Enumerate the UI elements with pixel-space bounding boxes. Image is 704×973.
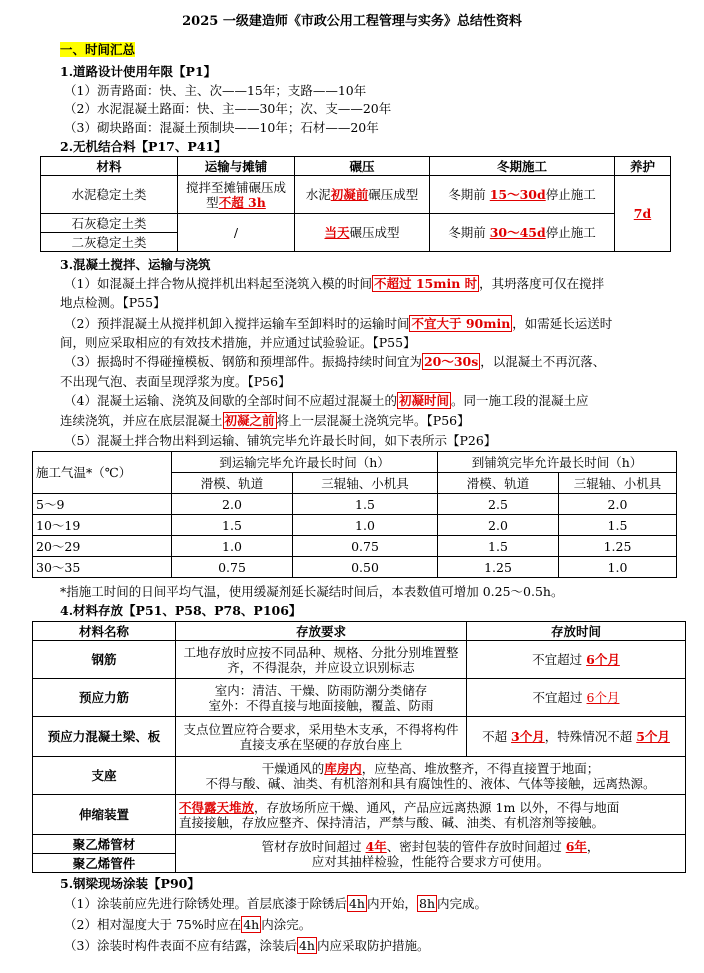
section-time-summary-label: 一、时间汇总 [60, 42, 136, 57]
table-cell: 0.75 [172, 557, 293, 578]
table-cell: 1.5 [172, 515, 293, 536]
table-cell: 石灰稳定土类 [41, 214, 178, 233]
concrete-para: 连续浇筑，并应在底层混凝土 初凝之前 将上一层混凝土浇筑完毕。【P56】 [60, 413, 470, 428]
table-cell: 2.0 [172, 494, 293, 515]
steel-coating-line: （1）涂装前应先进行除锈处理。首层底漆于除锈后 4h 内开始， 8h 内完成。 [64, 896, 488, 911]
steel-coating-line: （2）相对湿度大于 75%时应在 4h 内涂完。 [64, 917, 312, 932]
table-cell: 当天碾压成型 [295, 214, 430, 252]
concrete-para: （2）预拌混凝土从搅拌机卸入搅拌运输车至卸料时的运输时间 不宜大于 90min ，如需延长运送时 [64, 316, 613, 331]
inorganic-binder-heading: 2.无机结合料【P17、P41】 [60, 139, 227, 154]
road-design-life-line: （1）沥青路面：快、主、次——15年；支路——10年 [64, 83, 367, 98]
table-cell: 0.75 [293, 536, 438, 557]
table-cell: 水泥初凝前碾压成型 [295, 176, 430, 214]
table-cell: 30～35 [33, 557, 172, 578]
table-cell: 不得露天堆放，存放场所应干燥、通风，产品应远离热源 1m 以外，不得与地面 直接接触，存放应整齐、保持清洁，严禁与酸、碱、油类、有机溶剂等接触。 [176, 795, 686, 835]
inorganic-binder-table [40, 156, 671, 252]
table-cell: 1.5 [559, 515, 677, 536]
table-cell: 聚乙烯管件 [33, 854, 176, 873]
table-cell: 1.25 [438, 557, 559, 578]
concrete-para: 间，则应采取相应的有效技术措施，并应通过试验验证。【P55】 [60, 335, 416, 350]
table-header: 三辊轴、小机具 [559, 473, 677, 494]
table-footnote: *指施工时间的日间平均气温，使用缓凝剂延长凝结时间后，本表数值可增加 0.25～0.5h。 [60, 584, 564, 599]
table-header: 三辊轴、小机具 [293, 473, 438, 494]
table-cell: 2.0 [438, 515, 559, 536]
table-cell: 7d [615, 176, 671, 252]
concrete-para: （3）振捣时不得碰撞模板、钢筋和预埋部件。振捣持续时间宜为 20～30s ，以混凝土不再沉落、 [64, 354, 606, 369]
steel-coating-line: （3）涂装时构件表面不应有结露，涂装后 4h 内应采取防护措施。 [64, 938, 430, 953]
table-cell: 1.0 [293, 515, 438, 536]
road-design-life-heading: 1.道路设计使用年限【P1】 [60, 64, 217, 79]
table-cell: 2.5 [438, 494, 559, 515]
concrete-para: 地点检测。【P55】 [60, 295, 166, 310]
table-header: 碾压 [295, 157, 430, 176]
table-cell: 1.25 [559, 536, 677, 557]
table-cell: 20～29 [33, 536, 172, 557]
table-cell: 1.0 [559, 557, 677, 578]
table-cell: 不超 3个月，特殊情况不超 5个月 [467, 717, 686, 757]
table-cell: 不宜超过 6个月 [467, 641, 686, 679]
table-cell: 搅拌至摊铺碾压成型不超 3h [178, 176, 295, 214]
table-header: 滑模、轨道 [172, 473, 293, 494]
table-cell: 10～19 [33, 515, 172, 536]
table-cell: 不宜超过 6个月 [467, 679, 686, 717]
table-cell: 2.0 [559, 494, 677, 515]
concrete-para: 不出现气泡、表面呈现浮浆为度。【P56】 [60, 374, 291, 389]
table-cell: 支点位置应符合要求，采用垫木支承，不得将构件直接支承在坚硬的存放台座上 [176, 717, 467, 757]
table-cell: 1.5 [293, 494, 438, 515]
table-cell: 聚乙烯管材 [33, 835, 176, 854]
table-cell: 1.0 [172, 536, 293, 557]
table-cell: 5～9 [33, 494, 172, 515]
material-storage-heading: 4.材料存放【P51、P58、P78、P106】 [60, 603, 302, 618]
table-cell: 0.50 [293, 557, 438, 578]
table-cell: 支座 [33, 757, 176, 795]
table-header: 冬期施工 [430, 157, 615, 176]
table-cell: 预应力筋 [33, 679, 176, 717]
table-cell: 二灰稳定土类 [41, 233, 178, 252]
table-cell: 伸缩装置 [33, 795, 176, 835]
table-cell: / [178, 214, 295, 252]
concrete-time-table [32, 451, 677, 578]
table-header: 存放时间 [467, 622, 686, 641]
table-header: 到运输完毕允许最长时间（h） [172, 452, 438, 473]
table-header: 滑模、轨道 [438, 473, 559, 494]
table-cell: 钢筋 [33, 641, 176, 679]
table-cell: 冬期前 15～30d停止施工 [430, 176, 615, 214]
table-cell: 预应力混凝土梁、板 [33, 717, 176, 757]
table-header: 施工气温*（℃） [33, 452, 172, 494]
steel-coating-heading: 5.钢梁现场涂装【P90】 [60, 876, 200, 891]
table-header: 到铺筑完毕允许最长时间（h） [438, 452, 677, 473]
table-header: 材料名称 [33, 622, 176, 641]
table-header: 养护 [615, 157, 671, 176]
table-cell: 冬期前 30～45d停止施工 [430, 214, 615, 252]
table-cell: 管材存放时间超过 4年、密封包装的管件存放时间超过 6年， 应对其抽样检验，性能符合要求方可使用。 [176, 835, 686, 873]
concrete-para: （4）混凝土运输、浇筑及间歇的全部时间不应超过混凝土的 初凝时间 。同一施工段的混凝土应 [64, 393, 589, 408]
table-header: 运输与摊铺 [178, 157, 295, 176]
material-storage-table [32, 621, 686, 873]
concrete-heading: 3.混凝土搅拌、运输与浇筑 [60, 257, 211, 272]
table-cell: 工地存放时应按不同品种、规格、分批分别堆置整齐，不得混杂，并应设立识别标志 [176, 641, 467, 679]
concrete-para: （1）如混凝土拌合物从搅拌机出料起至浇筑入模的时间 不超过 15min 时 ，其坍落度可仅在搅拌 [64, 276, 605, 291]
section-time-summary [60, 42, 135, 57]
table-cell: 水泥稳定土类 [41, 176, 178, 214]
table-header: 材料 [41, 157, 178, 176]
table-cell: 室内：清洁、干燥、防雨防潮分类储存 室外：不得直接与地面接触，覆盖、防雨 [176, 679, 467, 717]
road-design-life-line: （3）砌块路面：混凝土预制块——10年；石材——20年 [64, 120, 379, 135]
concrete-para: （5）混凝土拌合物出料到运输、铺筑完毕允许最长时间，如下表所示【P26】 [64, 433, 497, 448]
table-cell: 干燥通风的库房内，应垫高、堆放整齐，不得直接置于地面； 不得与酸、碱、油类、有机溶剂和具有腐蚀性的、液体、气体等接触，远离热源。 [176, 757, 686, 795]
road-design-life-line: （2）水泥混凝土路面：快、主——30年；次、支——20年 [64, 101, 392, 116]
page-title: 2025 一级建造师《市政公用工程管理与实务》总结性资料 [182, 14, 522, 29]
table-header: 存放要求 [176, 622, 467, 641]
table-cell: 1.5 [438, 536, 559, 557]
